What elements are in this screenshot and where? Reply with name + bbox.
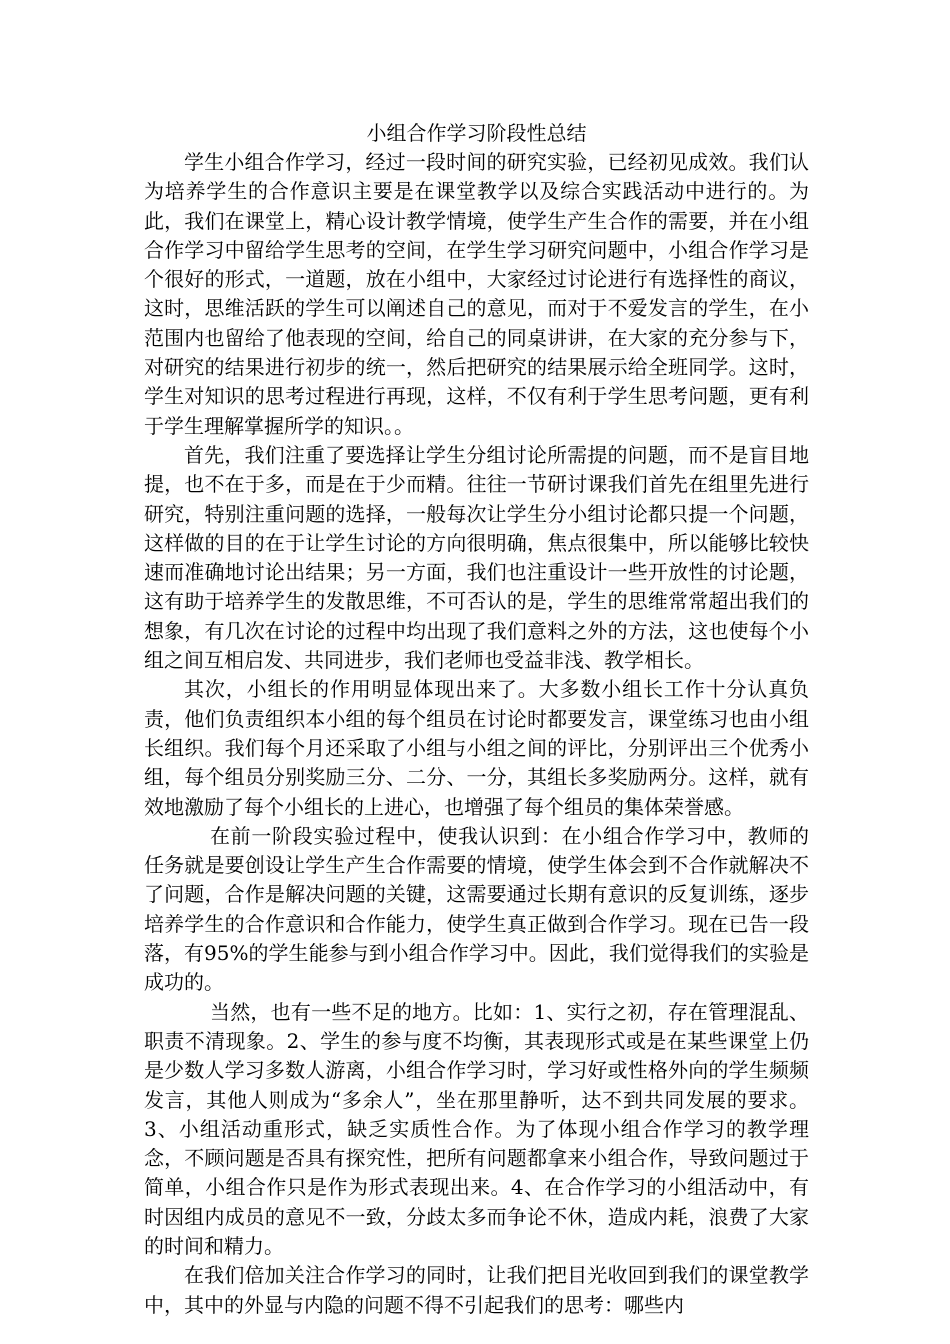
paragraph-second: 其次，小组长的作用明显体现出来了。大多数小组长工作十分认真负责，他们负责组织本小组的每个组员在讨论时都要发言，课堂练习也由小组长组织。我们每个月还采取了小组与小组之间的评比，分别评出三个优秀小组，每个组员分别奖励三分、二分、一分，其组长多奖励两分。这样，就有效地激励了每个小组长的上进心，也增强了每个组员的集体荣誉感。 xyxy=(144,677,809,819)
paragraph-first: 首先，我们注重了要选择让学生分组讨论所需提的问题，而不是盲目地提，也不在于多，而是在于少而精。往往一节研讨课我们首先在组里先进行研究，特别注重问题的选择，一般每次让学生分小组讨论都只提一个问题，这样做的目的在于让学生讨论的方向很明确，焦点很集中，所以能够比较快速而准确地讨论出结果；另一方面，我们也注重设计一些开放性的讨论题，这有助于培养学生的发散思维，不可否认的是，学生的思维常常超出我们的想象，有几次在讨论的过程中均出现了我们意料之外的方法，这也使每个小组之间互相启发、共同进步，我们老师也受益非浅、教学相长。 xyxy=(144,442,809,673)
paragraph-shortcomings: 当然，也有一些不足的地方。比如：1、实行之初，存在管理混乱、职责不清现象。2、学生的参与度不均衡，其表现形式或是在某些课堂上仍是少数人学习多数人游离，小组合作学习时，学习好或性格外向的学生频频发言，其他人则成为“多余人”，坐在那里静听，达不到共同发展的要求。3、小组活动重形式，缺乏实质性合作。为了体现小组合作学习的教学理念，不顾问题是否具有探究性，把所有问题都拿来小组合作，导致问题过于简单，小组合作只是作为形式表现出来。4、在合作学习的小组活动中，有时因组内成员的意见不一致，分歧太多而争论不休，造成内耗，浪费了大家的时间和精力。 xyxy=(144,999,809,1258)
document-body xyxy=(144,148,809,1320)
document-title: 小组合作学习阶段性总结 xyxy=(366,121,587,145)
paragraph-closing: 在我们倍加关注合作学习的同时，让我们把目光收回到我们的课堂教学中，其中的外显与内隐的问题不得不引起我们的思考：哪些内 xyxy=(144,1263,809,1317)
paragraph-reflection: 在前一阶段实验过程中，使我认识到：在小组合作学习中，教师的任务就是要创设让学生产生合作需要的情境，使学生体会到不合作就解决不了问题，合作是解决问题的关键，这需要通过长期有意识的反复训练，逐步培养学生的合作意识和合作能力，使学生真正做到合作学习。现在已告一段落，有95%的学生能参与到小组合作学习中。因此，我们觉得我们的实验是成功的。 xyxy=(144,823,809,995)
paragraph-intro: 学生小组合作学习，经过一段时间的研究实验，已经初见成效。我们认为培养学生的合作意识主要是在课堂教学以及综合实践活动中进行的。为此，我们在课堂上，精心设计教学情境，使学生产生合作的需要，并在小组合作学习中留给学生思考的空间，在学生学习研究问题中，小组合作学习是个很好的形式，一道题，放在小组中，大家经过讨论进行有选择性的商议，这时，思维活跃的学生可以阐述自己的意见，而对于不爱发言的学生，在小范围内也留给了他表现的空间，给自己的同桌讲讲，在大家的充分参与下，对研究的结果进行初步的统一，然后把研究的结果展示给全班同学。这时，学生对知识的思考过程进行再现，这样，不仅有利于学生思考问题，更有利于学生理解掌握所学的知识。。 xyxy=(144,150,809,438)
